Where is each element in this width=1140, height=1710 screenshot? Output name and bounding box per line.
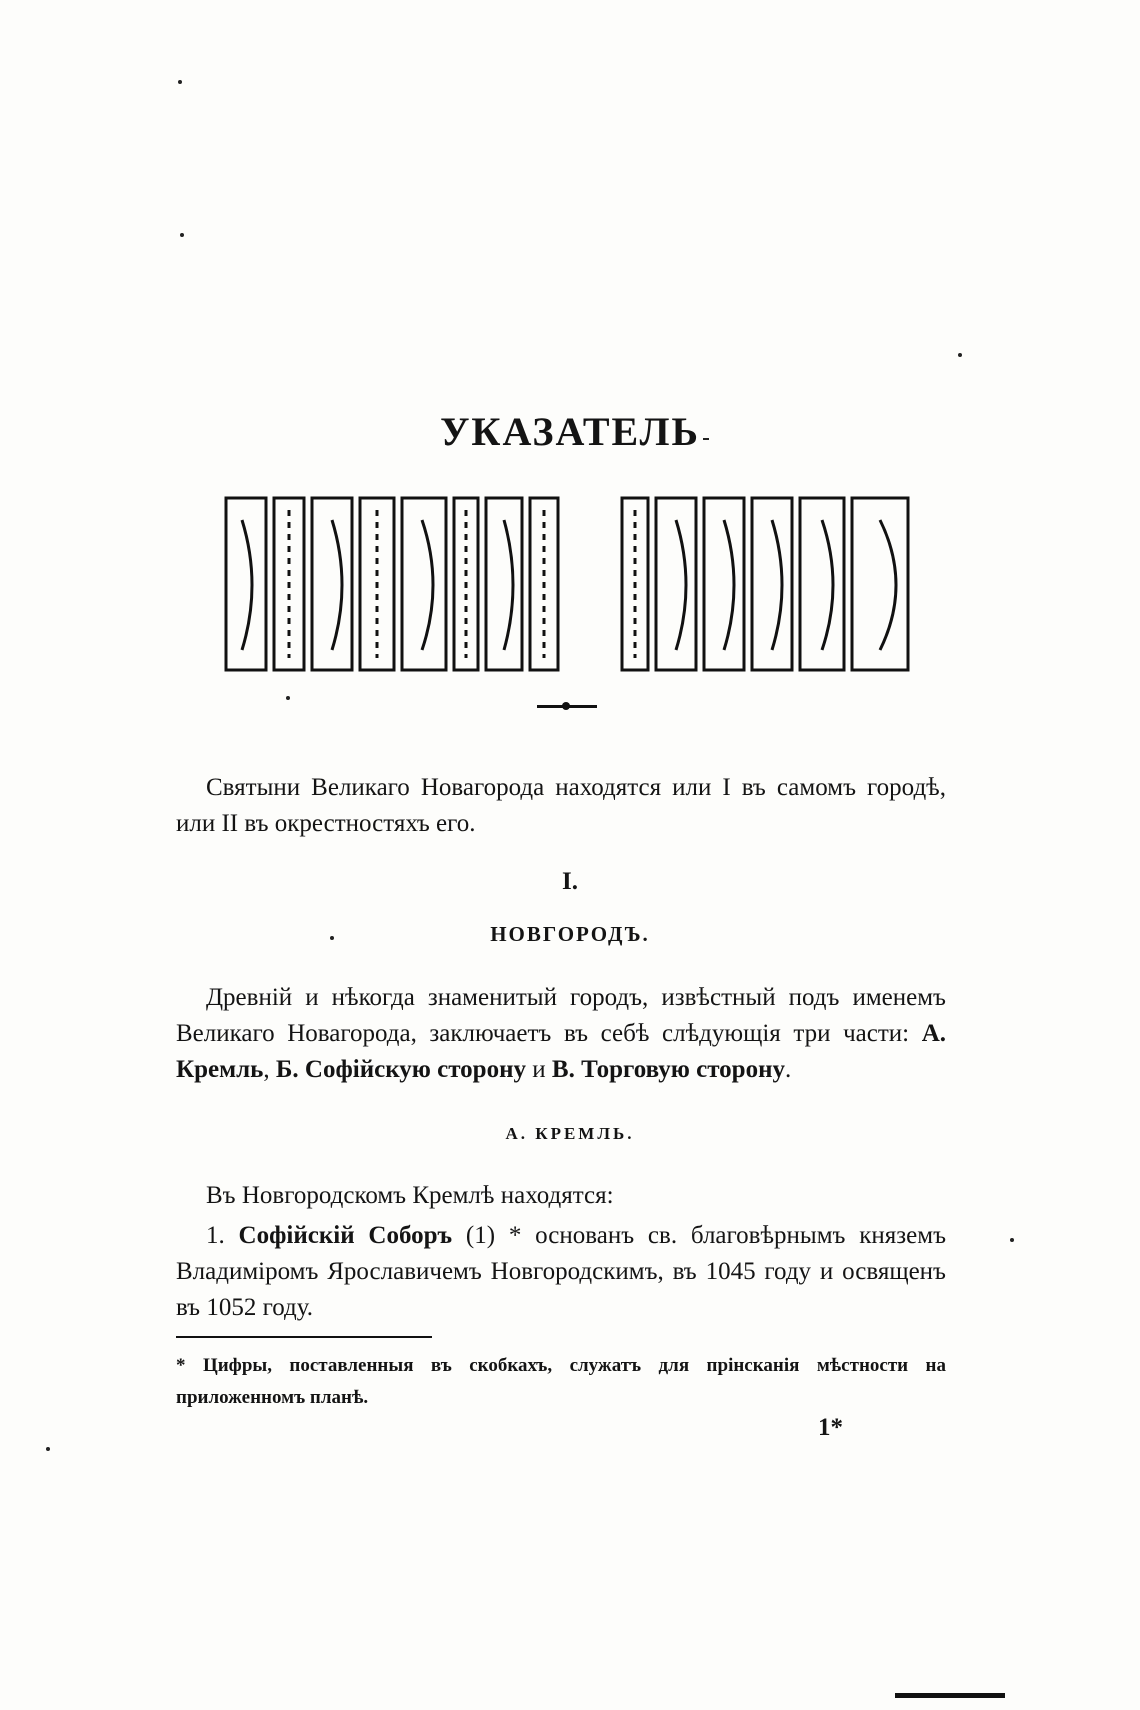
title-mark bbox=[703, 438, 709, 440]
list-item bbox=[176, 1218, 946, 1326]
print-speck bbox=[286, 696, 290, 700]
subsection-title: А. КРЕМЛЬ. bbox=[505, 1124, 635, 1143]
part-c: В. Торговую сторону bbox=[551, 1056, 785, 1083]
part-b: Б. Софійскую сторону bbox=[275, 1056, 526, 1083]
item-name: Софійскій Соборъ bbox=[238, 1222, 453, 1249]
kremlin-intro: Въ Новгородскомъ Кремлѣ находятся: bbox=[206, 1182, 614, 1209]
footnote: * Цифры, поставленныя въ скобкахъ, служатъ для прінсканія мѣстности на приложенномъ планѣ. bbox=[176, 1355, 946, 1408]
ornament-rule-dot bbox=[562, 702, 570, 710]
separator: , bbox=[263, 1056, 276, 1083]
intro-paragraph: Святыни Великаго Новагорода находятся или I въ самомъ городѣ, или II въ окрестностяхъ его. bbox=[176, 774, 946, 837]
print-speck bbox=[178, 80, 182, 84]
print-speck bbox=[1010, 1238, 1014, 1242]
item-number: 1. bbox=[206, 1222, 225, 1249]
signature-mark: 1* bbox=[818, 1414, 843, 1441]
print-speck bbox=[180, 233, 184, 237]
section-title: НОВГОРОДЪ. bbox=[490, 922, 650, 946]
ornament-word-1 bbox=[225, 498, 653, 672]
part-a: А. Кремль bbox=[176, 1020, 946, 1083]
footnote-mark: * bbox=[508, 1222, 522, 1249]
separator: и bbox=[526, 1056, 552, 1083]
print-speck bbox=[958, 353, 962, 357]
page-title: УКАЗАТЕЛЬ bbox=[440, 409, 700, 454]
scan-edge-bar bbox=[895, 1693, 1005, 1698]
period: . bbox=[784, 1056, 792, 1083]
novgorod-text: Древній и нѣкогда знаменитый городъ, извѣстный подъ именемъ Великаго Новагорода, заключаетъ въ себѣ слѣдующія три части: bbox=[176, 984, 946, 1047]
item-text: основанъ св. благовѣрнымъ княземъ Владиміромъ Ярославичемъ Новгородскимъ, въ 1045 году и освященъ въ 1052 году. bbox=[176, 1222, 947, 1321]
print-speck bbox=[46, 1447, 50, 1451]
novgorod-paragraph bbox=[176, 980, 946, 1088]
footnote-rule bbox=[176, 1336, 432, 1338]
plan-reference: (1) bbox=[465, 1222, 496, 1249]
section-number: I. bbox=[562, 868, 578, 895]
